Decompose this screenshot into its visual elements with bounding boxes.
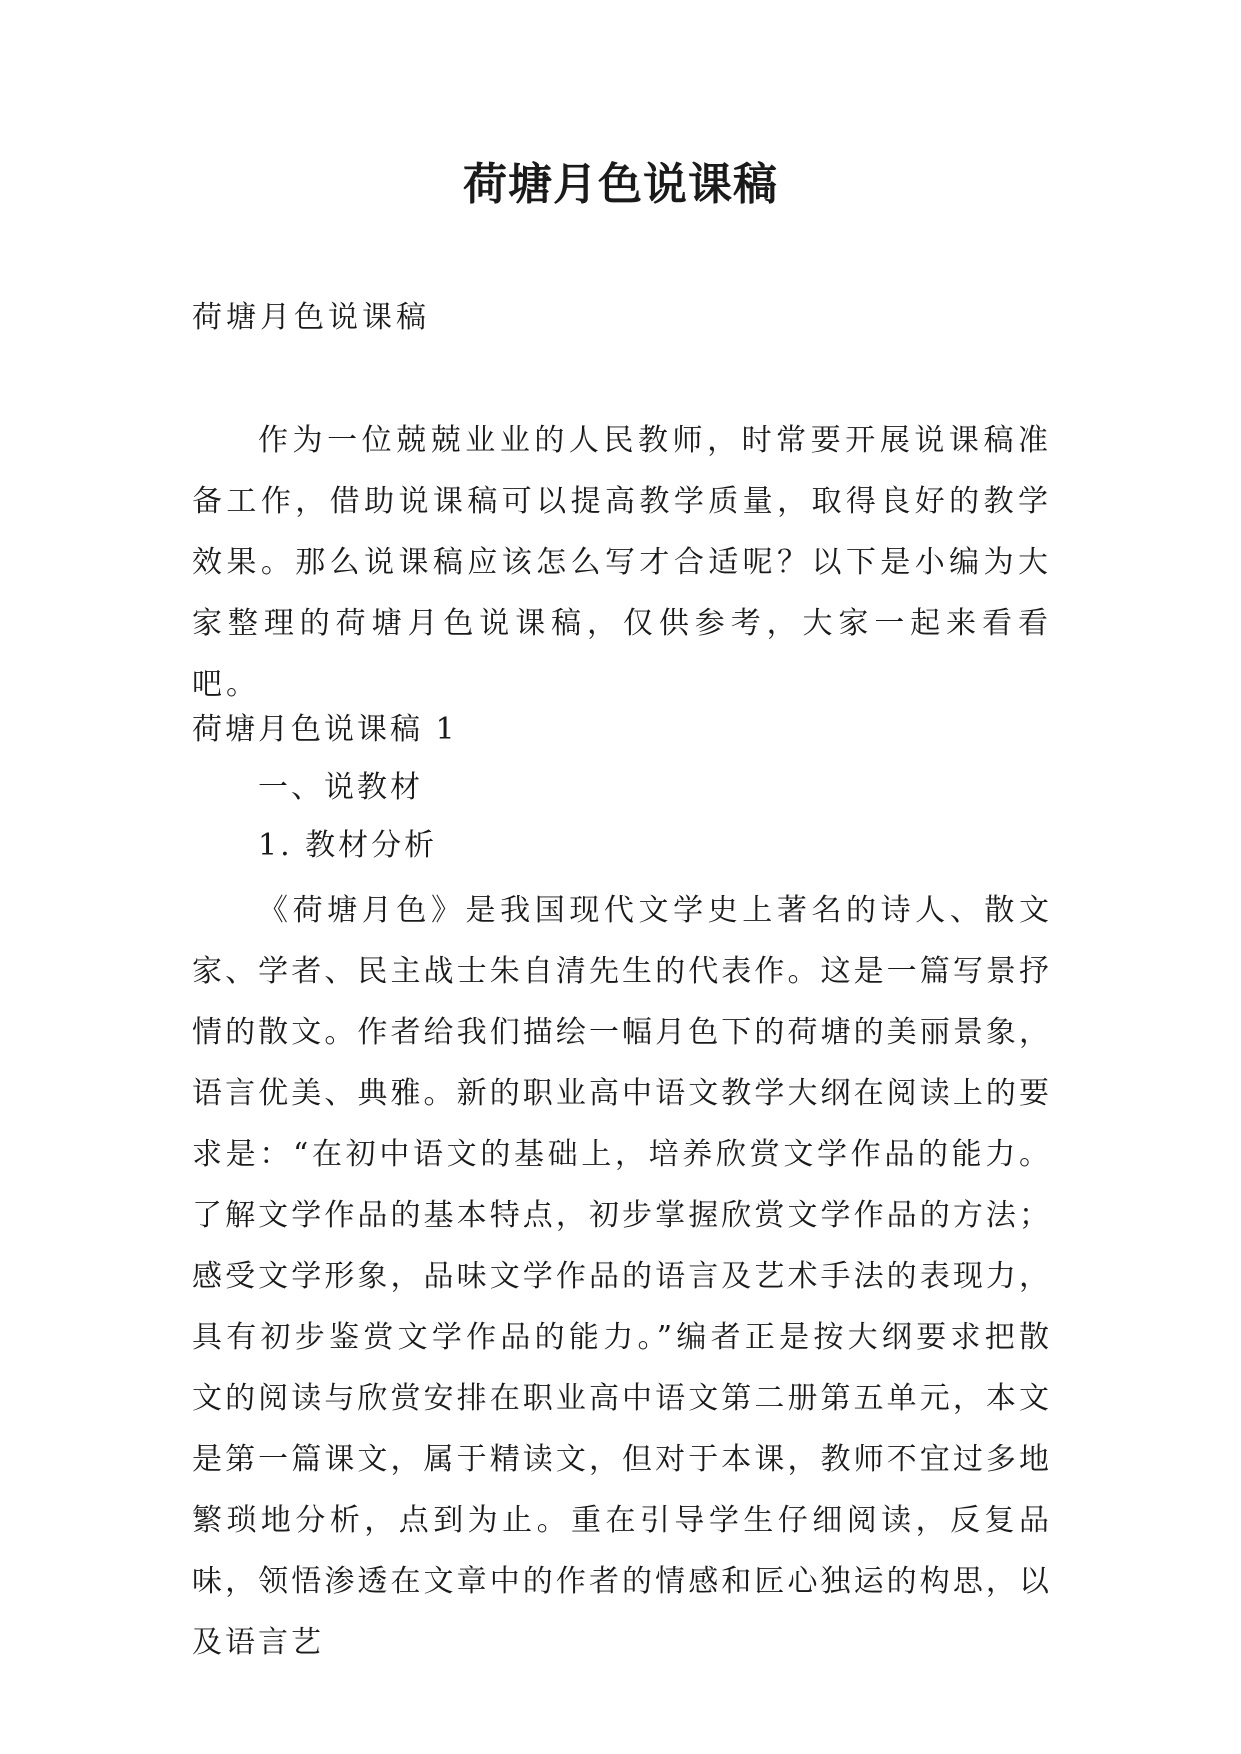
document-title: 荷塘月色说课稿 — [463, 159, 778, 210]
section-title: 荷塘月色说课稿 1 — [192, 712, 458, 747]
body-paragraph: 《荷塘月色》是我国现代文学史上著名的诗人、散文家、学者、民主战士朱自清先生的代表作。这是一篇写景抒情的散文。作者给我们描绘一幅月色下的荷塘的美丽景象，语言优美、典雅。新的职业高中语文教学大纲在阅读上的要求是：“在初中语文的基础上，培养欣赏文学作品的能力。了解文学作品的基本特点，初步掌握欣赏文学作品的方法；感受文学形象，品味文学作品的语言及艺术手法的表现力，具有初步鉴赏文学作品的能力。”编者正是按大纲要求把散文的阅读与欣赏安排在职业高中语文第二册第五单元，本文是第一篇课文，属于精读文，但对于本课，教师不宜过多地繁琐地分析，点到为止。重在引导学生仔细阅读，反复品味，领悟渗透在文章中的作者的情感和匠心独运的构思，以及语言艺 — [192, 893, 1052, 1660]
intro-paragraph: 作为一位兢兢业业的人民教师，时常要开展说课稿准备工作，借助说课稿可以提高教学质量，取得良好的教学效果。那么说课稿应该怎么写才合适呢？以下是小编为大家整理的荷塘月色说课稿，仅供参考，大家一起来看看吧。 — [192, 423, 1052, 702]
document-subtitle: 荷塘月色说课稿 — [192, 300, 430, 335]
heading-teaching-material: 一、说教材 — [258, 770, 423, 805]
heading-material-analysis: 1. 教材分析 — [258, 828, 438, 863]
